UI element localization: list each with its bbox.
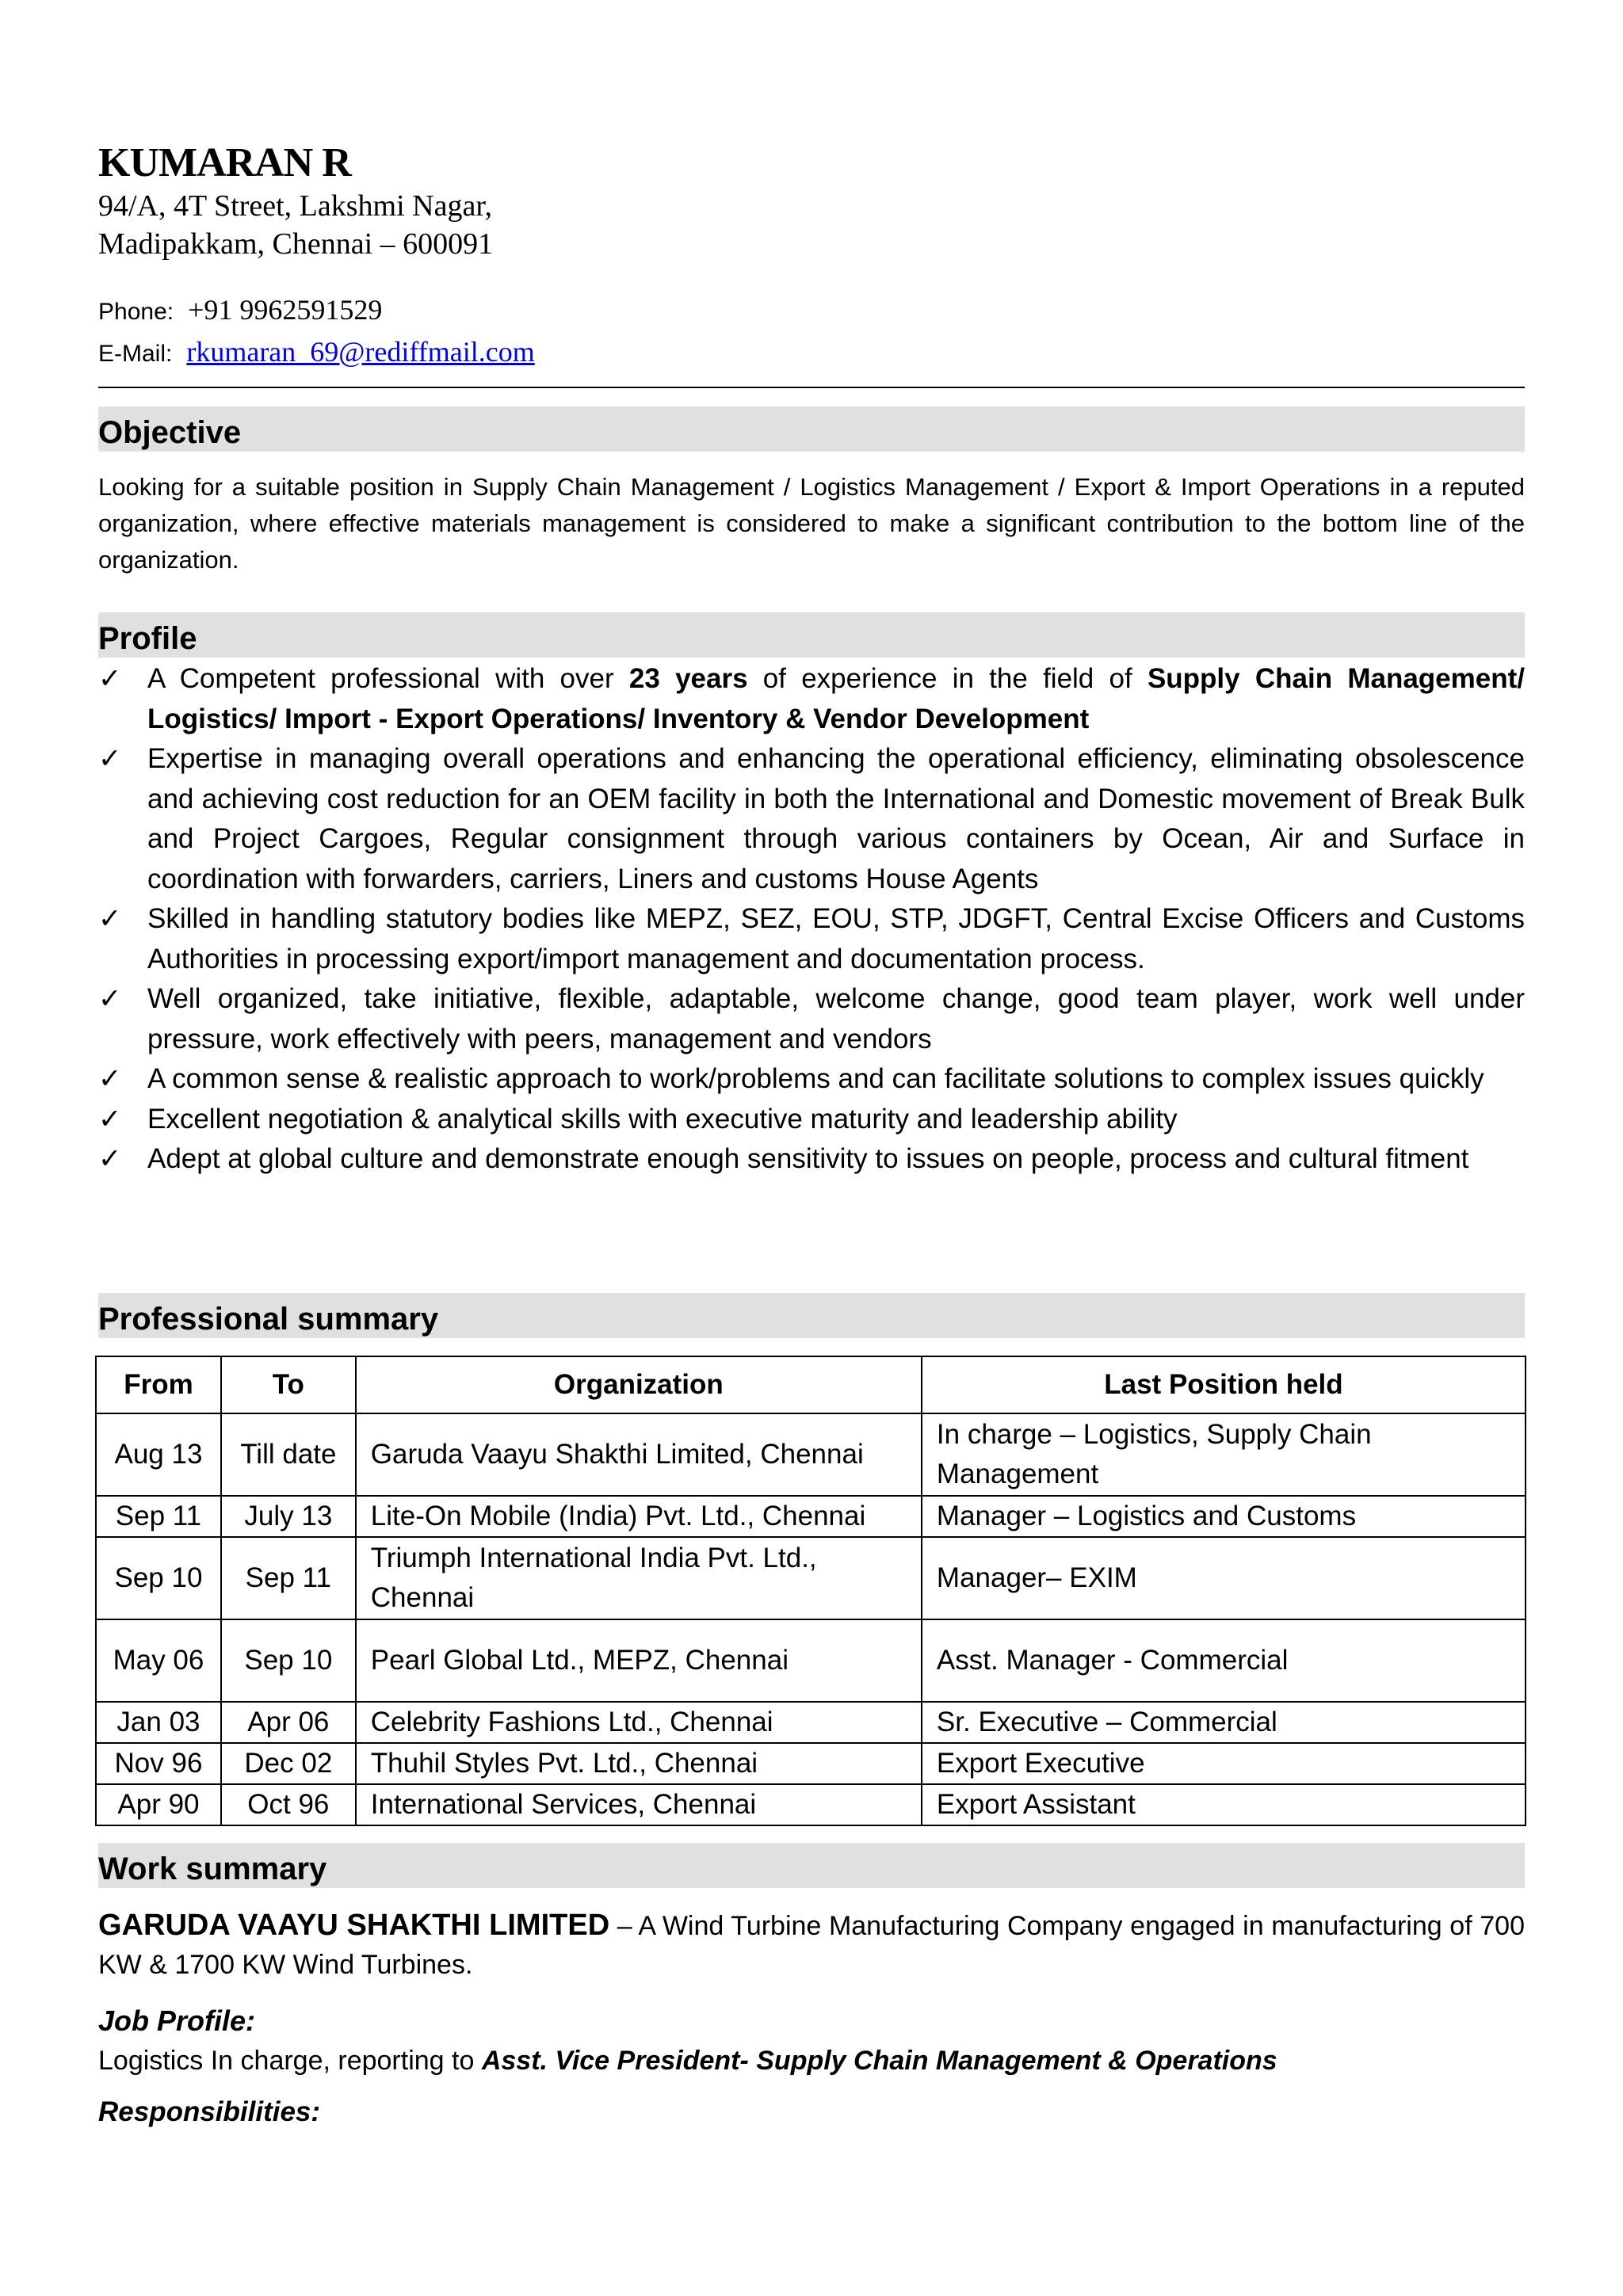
section-heading-work-summary: Work summary bbox=[98, 1843, 1525, 1888]
check-icon: ✓ bbox=[98, 1143, 122, 1174]
table-row bbox=[96, 1496, 1526, 1537]
professional-summary-table bbox=[95, 1356, 1526, 1826]
company-desc: – A Wind Turbine Manufacturing Company engaged in manufacturing of 700 KW & 1700 KW Wind Turbines. bbox=[98, 1911, 1526, 1980]
phone-row bbox=[98, 290, 1525, 332]
phone-number: +91 9962591529 bbox=[188, 294, 383, 326]
email-row bbox=[98, 332, 1525, 374]
table-row bbox=[96, 1702, 1526, 1743]
list-item bbox=[98, 899, 1525, 979]
table-row bbox=[96, 1743, 1526, 1784]
email-link[interactable]: rkumaran_69@rediffmail.com bbox=[186, 336, 535, 368]
list-item bbox=[98, 1139, 1525, 1180]
organization-cell: Garuda Vaayu Shakthi Limited, Chennai bbox=[356, 1413, 922, 1496]
responsibilities-label: Responsibilities: bbox=[98, 2096, 321, 2127]
reporting-to: Asst. Vice President- Supply Chain Management & Operations bbox=[481, 2046, 1277, 2076]
from-cell: Nov 96 bbox=[96, 1743, 221, 1784]
list-item bbox=[98, 1059, 1525, 1100]
company-name: GARUDA VAAYU SHAKTHI LIMITED bbox=[98, 1909, 610, 1942]
check-icon: ✓ bbox=[98, 983, 122, 1014]
organization-cell: Celebrity Fashions Ltd., Chennai bbox=[356, 1702, 922, 1743]
table-header-row bbox=[96, 1356, 1526, 1413]
position-cell: Export Assistant bbox=[922, 1784, 1526, 1825]
profile-list bbox=[98, 659, 1525, 1180]
column-header-to: To bbox=[221, 1356, 356, 1413]
table-row bbox=[96, 1784, 1526, 1825]
from-cell: Sep 11 bbox=[96, 1496, 221, 1537]
contact-info bbox=[98, 290, 1525, 374]
to-cell: Oct 96 bbox=[221, 1784, 356, 1825]
address-line-1: 94/A, 4T Street, Lakshmi Nagar, bbox=[98, 189, 492, 223]
profile-text: Excellent negotiation & analytical skills with executive maturity and leadership ability bbox=[147, 1103, 1178, 1135]
section-heading-objective: Objective bbox=[98, 406, 1525, 452]
to-cell: July 13 bbox=[221, 1496, 356, 1537]
objective-text: Looking for a suitable position in Supply Chain Management / Logistics Management / Export & Import Operations in a reputed organization, where effective materials management is considered to make a significant contribution to the bottom line of the organization. bbox=[98, 473, 1525, 574]
profile-text: Skilled in handling statutory bodies like MEPZ, SEZ, EOU, STP, JDGFT, Central Excise Officers and Customs Authorities in processing export/import management and documentation process. bbox=[147, 903, 1525, 974]
check-icon: ✓ bbox=[98, 1103, 122, 1135]
check-icon: ✓ bbox=[98, 743, 122, 774]
profile-text: Expertise in managing overall operations and enhancing the operational efficiency, eliminating obsolescence and achieving cost reduction for an OEM facility in both the International and Domestic movement of Break Bulk and Project Cargoes, Regular consignment through various containers by Ocean, Air and Surface in coordination with forwarders, carriers, Liners and customs House Agents bbox=[147, 743, 1525, 894]
column-header-from: From bbox=[96, 1356, 221, 1413]
position-cell: Manager – Logistics and Customs bbox=[922, 1496, 1526, 1537]
from-cell: Apr 90 bbox=[96, 1784, 221, 1825]
list-item bbox=[98, 979, 1525, 1059]
list-item bbox=[98, 659, 1525, 739]
check-icon: ✓ bbox=[98, 903, 122, 934]
to-cell: Till date bbox=[221, 1413, 356, 1496]
position-cell: Export Executive bbox=[922, 1743, 1526, 1784]
organization-cell: Lite-On Mobile (India) Pvt. Ltd., Chennai bbox=[356, 1496, 922, 1537]
from-cell: Jan 03 bbox=[96, 1702, 221, 1743]
organization-cell: Thuhil Styles Pvt. Ltd., Chennai bbox=[356, 1743, 922, 1784]
column-header-position: Last Position held bbox=[922, 1356, 1526, 1413]
job-profile bbox=[98, 2001, 1525, 2081]
table-row bbox=[96, 1413, 1526, 1496]
position-cell: In charge – Logistics, Supply Chain Management bbox=[922, 1413, 1526, 1496]
list-item bbox=[98, 1100, 1525, 1140]
section-heading-professional-summary: Professional summary bbox=[98, 1293, 1525, 1338]
header-divider bbox=[98, 387, 1525, 388]
job-profile-text: Logistics In charge, reporting to bbox=[98, 2046, 482, 2076]
organization-cell: Triumph International India Pvt. Ltd., Chennai bbox=[356, 1537, 922, 1619]
profile-text: A common sense & realistic approach to work/problems and can facilitate solutions to complex issues quickly bbox=[147, 1063, 1484, 1094]
address-line-2: Madipakkam, Chennai – 600091 bbox=[98, 227, 494, 261]
from-cell: May 06 bbox=[96, 1619, 221, 1702]
position-cell: Sr. Executive – Commercial bbox=[922, 1702, 1526, 1743]
to-cell: Sep 11 bbox=[221, 1537, 356, 1619]
job-profile-label: Job Profile: bbox=[98, 2004, 256, 2037]
position-cell: Manager– EXIM bbox=[922, 1537, 1526, 1619]
phone-label: Phone: bbox=[98, 299, 174, 325]
email-label: E-Mail: bbox=[98, 341, 173, 367]
profile-text: Well organized, take initiative, flexible, adaptable, welcome change, good team player, work well under pressure, work effectively with peers, management and vendors bbox=[147, 983, 1525, 1055]
profile-fields: Supply Chain Management/ Logistics/ Import - Export Operations/ Inventory & Vendor Development bbox=[147, 663, 1525, 734]
profile-text: of experience in the field of bbox=[747, 663, 1148, 694]
to-cell: Dec 02 bbox=[221, 1743, 356, 1784]
from-cell: Aug 13 bbox=[96, 1413, 221, 1496]
section-heading-profile: Profile bbox=[98, 612, 1525, 658]
organization-cell: International Services, Chennai bbox=[356, 1784, 922, 1825]
to-cell: Apr 06 bbox=[221, 1702, 356, 1743]
check-icon: ✓ bbox=[98, 663, 122, 694]
profile-text: Adept at global culture and demonstrate enough sensitivity to issues on people, process and cultural fitment bbox=[147, 1143, 1469, 1174]
position-cell: Asst. Manager - Commercial bbox=[922, 1619, 1526, 1702]
profile-years: 23 years bbox=[628, 663, 748, 694]
from-cell: Sep 10 bbox=[96, 1537, 221, 1619]
candidate-name: KUMARAN R bbox=[98, 140, 351, 185]
address bbox=[98, 187, 1525, 263]
check-icon: ✓ bbox=[98, 1063, 122, 1094]
company-description bbox=[98, 1906, 1525, 1985]
organization-cell: Pearl Global Ltd., MEPZ, Chennai bbox=[356, 1619, 922, 1702]
profile-text: A Competent professional with over bbox=[147, 663, 629, 694]
column-header-organization: Organization bbox=[356, 1356, 922, 1413]
list-item bbox=[98, 739, 1525, 899]
to-cell: Sep 10 bbox=[221, 1619, 356, 1702]
table-row bbox=[96, 1619, 1526, 1702]
table-row bbox=[96, 1537, 1526, 1619]
